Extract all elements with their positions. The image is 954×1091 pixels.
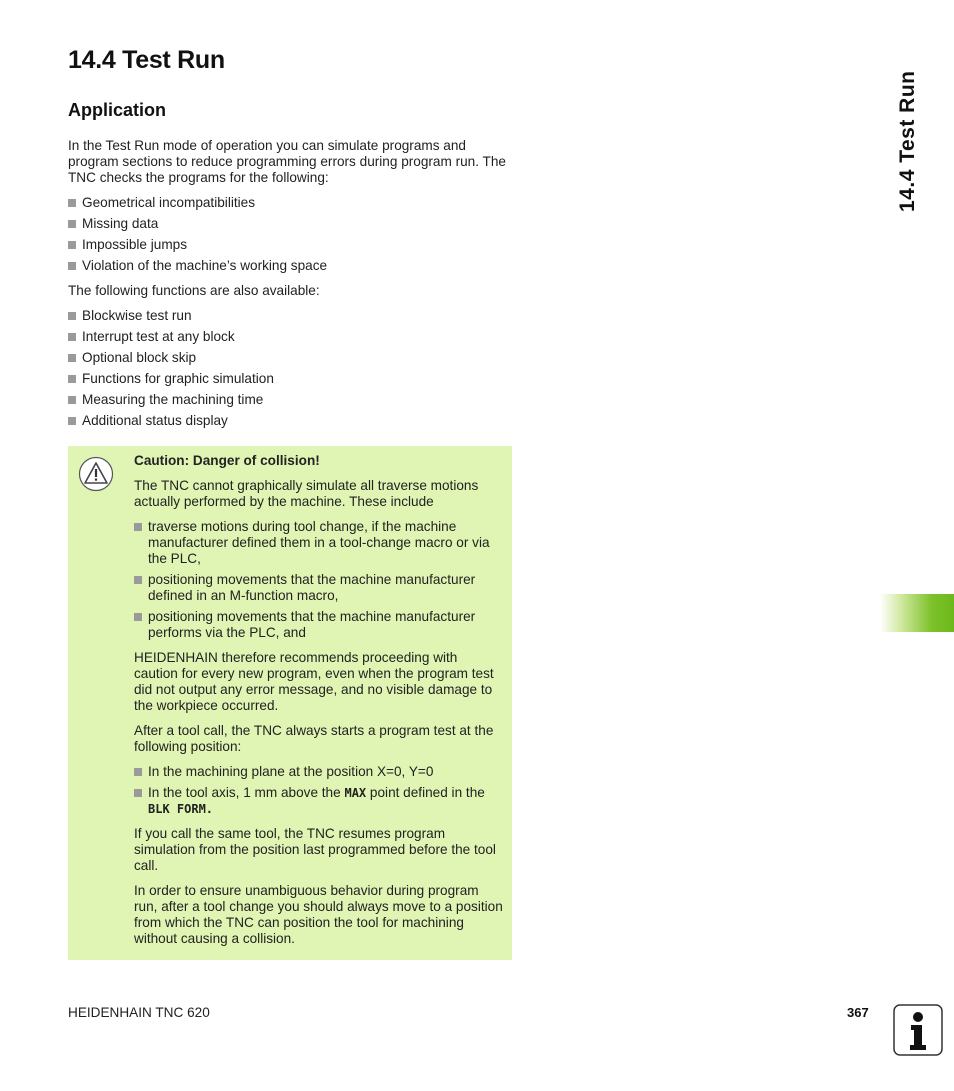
intro-paragraph: In the Test Run mode of operation you can simulate programs and program sections to reduce programming errors during program run. The TNC checks the programs for the following: — [68, 138, 506, 185]
caution-paragraph: If you call the same tool, the TNC resumes program simulation from the position last programmed before the tool call. — [134, 826, 496, 873]
code-blk-form: BLK FORM. — [148, 802, 214, 816]
list-item: Measuring the machining time — [68, 392, 518, 408]
list-item: Blockwise test run — [68, 308, 518, 324]
list-item: Interrupt test at any block — [68, 329, 518, 345]
caution-title: Caution: Danger of collision! — [134, 453, 320, 468]
warning-triangle-icon — [78, 456, 114, 492]
chapter-thumb-tab — [880, 594, 954, 632]
footer-product: HEIDENHAIN TNC 620 — [68, 1005, 210, 1020]
caution-text — [134, 453, 504, 956]
page-title: 14.4 Test Run — [68, 46, 225, 74]
list-item: Functions for graphic simulation — [68, 371, 518, 387]
item-text: In the tool axis, 1 mm above the — [148, 785, 345, 800]
side-chapter-title: 14.4 Test Run — [896, 70, 919, 212]
checks-list — [68, 195, 518, 274]
list-item: traverse motions during tool change, if the machine manufacturer defined them in a tool-change macro or via the PLC, — [134, 519, 504, 567]
list-item: Impossible jumps — [68, 237, 518, 253]
list-item — [134, 785, 504, 817]
caution-paragraph: In order to ensure unambiguous behavior during program run, after a tool change you should always move to a position from which the TNC can position the tool for machining without causing a collision. — [134, 883, 503, 946]
list-item: Violation of the machine’s working space — [68, 258, 518, 274]
main-text — [68, 138, 518, 438]
page-number: 367 — [847, 1005, 869, 1020]
section-heading: Application — [68, 100, 166, 120]
code-max: MAX — [344, 786, 367, 800]
list-item: In the machining plane at the position X=0, Y=0 — [134, 764, 504, 780]
functions-intro: The following functions are also available: — [68, 283, 320, 298]
item-text: point defined in the — [366, 785, 485, 800]
list-item: positioning movements that the machine manufacturer performs via the PLC, and — [134, 609, 504, 641]
caution-box — [68, 446, 512, 960]
info-icon — [893, 1004, 943, 1056]
list-item: Geometrical incompatibilities — [68, 195, 518, 211]
caution-list — [134, 519, 504, 641]
list-item: positioning movements that the machine manufacturer defined in an M-function macro, — [134, 572, 504, 604]
list-item: Missing data — [68, 216, 518, 232]
list-item: Optional block skip — [68, 350, 518, 366]
position-list — [134, 764, 504, 817]
list-item: Additional status display — [68, 413, 518, 429]
functions-list — [68, 308, 518, 429]
caution-paragraph: After a tool call, the TNC always starts a program test at the following position: — [134, 723, 494, 754]
caution-paragraph: HEIDENHAIN therefore recommends proceeding with caution for every new program, even when the program test did not output any error message, and no visible damage to the workpiece occurred. — [134, 650, 494, 713]
caution-paragraph: The TNC cannot graphically simulate all traverse motions actually performed by the machine. These include — [134, 478, 479, 509]
